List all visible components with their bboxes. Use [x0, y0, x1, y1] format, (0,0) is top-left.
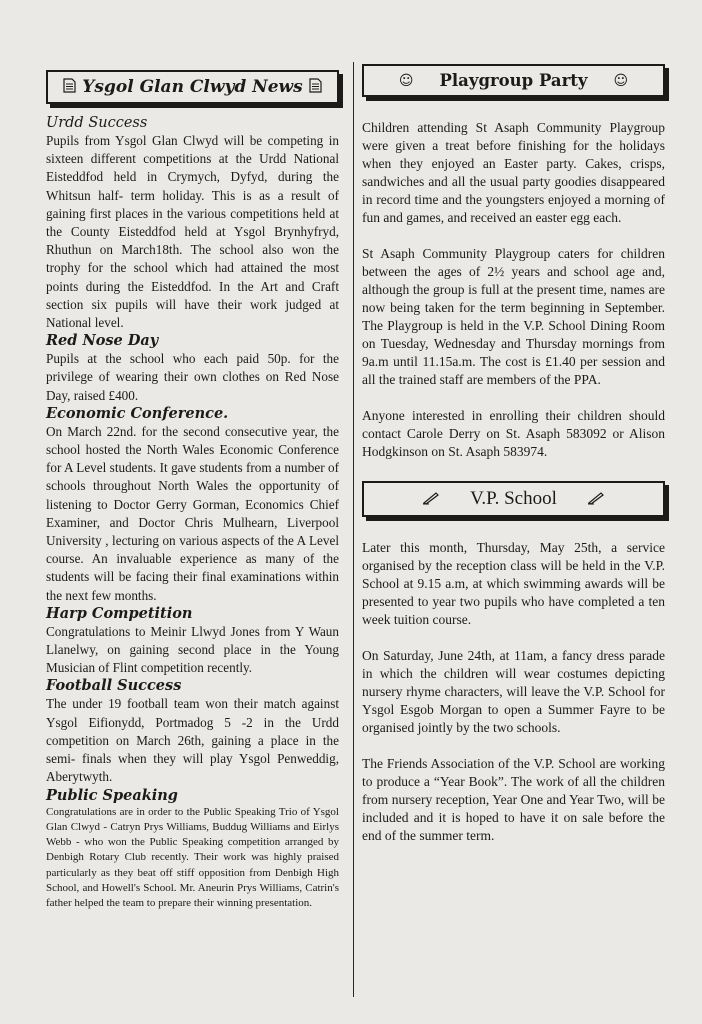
school-news-banner [46, 70, 339, 104]
vp-school-banner [362, 481, 665, 517]
article-body: Pupils from Ysgol Glan Clwyd will be competing in sixteen different competitions at the Urdd National Eisteddfod held in Crymych, Dyfyd, during the Whitsun half- term holiday. This is as a result of gaining first places in the various competitions held at the County Eisteddfod held at Ysgol Brynhyfryd, Rhuthun on March18th. The school also won the trophy for the school which had attained the most points during the Eisteddfod. In the Art and Craft section six pupils will have their work judged at National level. [46, 133, 339, 331]
column-divider [353, 62, 354, 997]
playgroup-banner [362, 64, 665, 97]
article-heading: Public Speaking [46, 786, 178, 804]
article-body: Congratulations to Meinir Llwyd Jones from Y Waun Llanelwy, on gaining second place in the Young Musician of Flint competition recently. [46, 623, 339, 676]
article-body: On March 22nd. for the second consecutive year, the school hosted the North Wales Economic Conference for A Level students. It gave students from a number of schools throughout North Wales the opportunity of listening to Doctor Gerry Gorman, Economics Chief Examiner, and Doctor Chris Mulhearn, Liverpool University , lecturing on various aspects of the A Level course. An invaluable experience as many of the students will be facing their final examinations within the next few months. [46, 423, 339, 603]
document-icon [63, 78, 76, 96]
left-column [46, 70, 339, 912]
article-heading: Red Nose Day [46, 332, 159, 350]
vp-school-paragraph: On Saturday, June 24th, at 11am, a fancy dress parade in which the children will wear costumes depicting nursery rhyme characters, will leave the V.P. School for Ysgol Esgob Morgan to open a Summer Fayre to be organised jointly by the two schools. [362, 648, 665, 735]
vp-school-paragraph: Later this month, Thursday, May 25th, a service organised by the reception class will be held in the V.P. School at 9.15 a.m, at which swimming awards will be presented to year two pupils who have completed a ten week tuition course. [362, 540, 665, 627]
playgroup-title: Playgroup Party [439, 71, 588, 90]
article-football-success [46, 677, 339, 786]
article-body: Congratulations are in order to the Public Speaking Trio of Ysgol Glan Clwyd - Catryn Prys Williams, Buddug Williams and Eirlys Webb - who won the Public Speaking competition arranged by Denbigh Rotary Club recently. Their work was highly praised particularly as they beat off stiff opposition from Denbigh High School, and Howell's School. Mr. Aneurin Prys Williams, Catrin's father helped the team to prepare their winning presentation. [46, 805, 339, 910]
vp-school-paragraph: The Friends Association of the V.P. School are working to produce a “Year Book”. The work of all the children from nursery reception, Year One and Year Two, will be included and it is hoped to have it on sale before the end of the summer term. [362, 756, 665, 843]
school-news-title: Ysgol Glan Clwyd News [82, 77, 303, 97]
document-icon [309, 78, 322, 96]
article-body: Pupils at the school who each paid 50p. for the privilege of wearing their own clothes on Red Nose Day, raised £400. [46, 351, 339, 403]
article-economic-conference [46, 405, 339, 605]
smiley-icon: ☺ [398, 72, 414, 89]
article-heading: Economic Conference. [46, 404, 229, 422]
right-column [362, 64, 665, 845]
playgroup-paragraph: St Asaph Community Playgroup caters for children between the ages of 2½ years and school age and, although the group is full at the present time, names are now being taken for the term beginning in September. The Playgroup is held in the V.P. School Dining Room on Tuesday, Wednesday and Thursday mornings from 9a.m until 11.15a.m. The cost is £1.40 per session and all the trained staff are members of the PPA. [362, 246, 665, 387]
playgroup-paragraph: Children attending St Asaph Community Playgroup were given a treat before finishing for the holidays when they enjoyed an Easter party. Cakes, crisps, sandwiches and all the usual party goodies disappeared in record time and the youngsters enjoyed a morning of fun and games, and received an easter egg each. [362, 120, 665, 225]
article-harp-competition [46, 605, 339, 678]
article-body: The under 19 football team won their match against Ysgol Eifionydd, Portmadog 5 -2 in the Urdd competition on March 26th, gaining a place in the semi- finals when they will play Ysgol Penweddig, Aberytwyth. [46, 696, 339, 785]
article-heading: Harp Competition [46, 604, 193, 622]
pencil-icon [587, 491, 605, 508]
article-heading: Urdd Success [46, 115, 148, 131]
vp-school-title: V.P. School [470, 488, 557, 509]
smiley-icon: ☺ [613, 72, 629, 89]
pencil-icon [422, 491, 440, 508]
article-heading: Football Success [46, 677, 182, 695]
article-urdd-success [46, 114, 339, 332]
article-public-speaking [46, 787, 339, 912]
playgroup-paragraph: Anyone interested in enrolling their children should contact Carole Derry on St. Asaph 583092 or Alison Hodgkinson on St. Asaph 583974. [362, 408, 665, 459]
article-red-nose-day [46, 332, 339, 405]
